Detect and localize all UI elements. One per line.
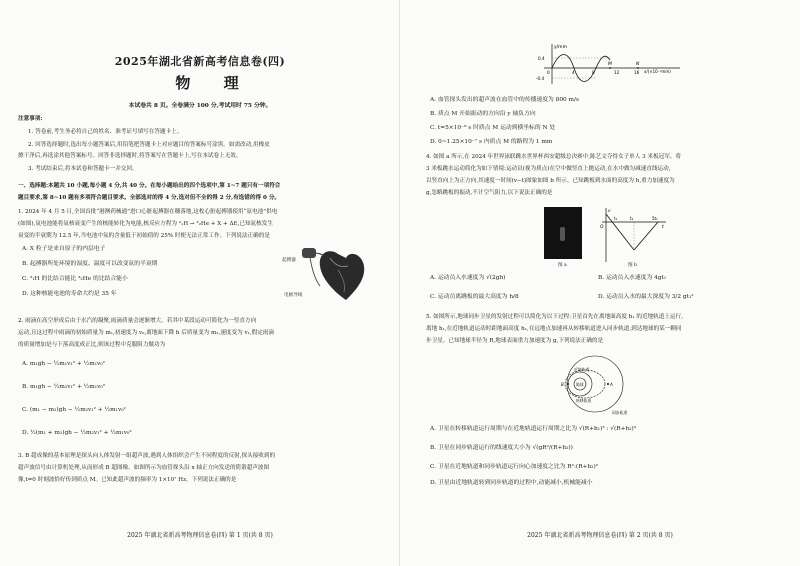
notice-item: 擦干净后,再选涂其他答案标号。回答非选择题时,将答案写在答题卡上,写在本试卷上无效。 xyxy=(18,153,242,159)
wave-y-tick: -0.4 xyxy=(536,76,545,81)
vt-t-axis: t xyxy=(662,225,664,230)
question-3-text: 像,t=0 时刻波恰好传到质点 M。已知此超声波的频率为 1×10⁷ Hz。下列说法正确的是 xyxy=(18,477,237,483)
wave-x-tick: 8 xyxy=(592,70,595,75)
question-5-text: 离地 h₁,在近地轨道运动时距地面高度 h₁,在远地点加速再从转移轨道进入同步轨道,到达地球的某一颗同 xyxy=(426,326,682,332)
diver-silhouette xyxy=(560,227,565,241)
question-5-option-a: A. 卫星在转移轨道运行周期与在近地轨道运行周期之比为 √(R+h₁)³ : √(R+h₂)³ xyxy=(430,426,637,432)
vt-v-label: v xyxy=(608,209,611,214)
notice-heading: 注意事项: xyxy=(18,116,43,122)
question-1-option-c: C. ³₁H 的比结合能比 ³₂He 的比结合能小 xyxy=(22,276,128,282)
question-1-text: 1. 2024 年 4 月 5 日,全国首批“港澳药械通”进口心脏起搏器在穗落地,这枚心脏起搏器使用“氚电池”供电 xyxy=(18,209,278,215)
question-1-text: 衰变的半衰期为 12.5 年,当电池中氚的含量低于初始值的 25% 时便无法正常工作。下列说法正确的是 xyxy=(18,233,270,239)
question-3-option-a: A. 血管探头发出的超声波在血管中的传播速度为 800 m/s xyxy=(430,97,579,103)
vt-5t1: 5t₁ xyxy=(652,216,658,221)
question-1-text: (如图),氚电池能将氚核衰变产生的核能转化为电能,核反应方程为 ³₁H → ³₂He + X + ΔE,已知氚核发生 xyxy=(18,221,273,227)
question-5-text: 5. 如图所示,地球同步卫星的发射过程可以简化为以下过程:卫星首先在离地面高度 h₁ 的近地轨道上运行, xyxy=(426,314,683,320)
wave-point-m: M xyxy=(608,62,612,67)
question-4-option-c: C. 运动员离跳板的最大高度为 h/8 xyxy=(430,294,519,300)
orbit-point-a: A xyxy=(610,382,613,387)
wave-x-tick: 0 xyxy=(547,70,550,75)
question-3-option-b: B. 质点 M 开始振动的方向沿 y 轴负方向 xyxy=(430,111,536,117)
question-3-option-d: D. 0~1.25×10⁻⁷ s 内质点 M 的路程为 1 mm xyxy=(430,139,553,145)
question-5-option-b: B. 卫星在同步轨道运行的线速度大小为 √(gR²/(R+h₂)) xyxy=(430,445,573,451)
figure-label-lead: 电极导线 xyxy=(284,293,303,298)
question-2-text: 的质量增加是与下落高度成正比,则该过程中克服阻力做功为 xyxy=(18,342,166,348)
question-5-option-d: D. 卫星由近地轨道转到同步轨道的过程中,动能减小,机械能减小 xyxy=(430,480,593,486)
page-footer: 2025 年湖北省新高考物理信息卷(四) 第 1 页(共 8 页) xyxy=(127,532,273,539)
question-1-option-d: D. 这种核能电池的寿命大约是 35 年 xyxy=(22,291,117,297)
vt-t1: t₁ xyxy=(614,216,618,221)
question-2-text: 运动,且这过程中雨滴的初始质量为 m₁,初速度为 v₀,离地面下降 h 后质量变为 m₂,速度变为 v₁,假定雨滴 xyxy=(18,330,275,336)
figure-label-pacemaker: 起搏器 xyxy=(282,258,296,263)
notice-item: 2. 回答选择题时,选出每小题答案后,用铅笔把答题卡上对应题目的答案标号涂黑。如需改动,用橡皮 xyxy=(28,142,270,148)
wave-y-label: y/mm xyxy=(554,45,567,50)
question-4-text: 4. 如图 a 所示,在 2024 年世界泳联跳水世界杯西安超级总决赛中,陈艺文夺得女子单人 3 米板冠军。将 xyxy=(426,154,682,160)
wave-x-tick: 4 xyxy=(572,70,575,75)
wave-x-tick: 12 xyxy=(614,70,620,75)
figure-b-caption: 图 b xyxy=(628,263,637,268)
section-heading: 一、选择题:本题共 10 小题,每小题 4 分,共 40 分。在每小题给出的四个选项中,第 1~7 题只有一项符合 xyxy=(18,183,281,189)
vt-t2: t₂ xyxy=(630,216,634,221)
question-4-text: g,忽略跳板的振动,不计空气阻力,以下说法正确的是 xyxy=(426,190,553,196)
page-footer: 2025 年湖北省新高考物理信息卷(四) 第 2 页(共 8 页) xyxy=(527,532,673,539)
question-5-text: 步卫星。已知地球半径为 R,地球表面重力加速度为 g,下列说法正确的是 xyxy=(426,338,604,344)
question-1-option-a: A. X 粒子是来自原子的内层电子 xyxy=(22,246,106,252)
orbit-label-transfer: 转移轨道 xyxy=(576,398,592,403)
wave-y-tick: 0.4 xyxy=(538,56,545,61)
diver-photo xyxy=(544,207,582,259)
question-4-option-a: A. 运动员入水速度为 √(2gh) xyxy=(430,275,506,281)
orbit-point-b: B xyxy=(561,382,564,387)
question-4-text: 以竖直向上为正方向,其速度一时间(v−t)图象如图 b 所示。已知跳板到水面的高度为 h,重力加速度为 xyxy=(426,178,675,184)
question-4-option-d: D. 运动员入水的最大深度为 3/2 gt₁² xyxy=(598,294,694,300)
question-3-option-c: C. t=5×10⁻⁸ s 时质点 M 运动到横坐标的 N 处 xyxy=(430,125,556,131)
vt-origin: O xyxy=(600,225,604,230)
orbit-label-near: 近地轨道 xyxy=(574,367,590,372)
exam-info: 本试卷共 8 页。全卷满分 100 分,考试用时 75 分钟。 xyxy=(128,103,272,109)
question-2-option-a: A. m₁gh − ½m₁v₁² + ½m₁v₀² xyxy=(22,361,105,367)
question-4-text: 3 米板跳水运动简化为如下情境:运动员(视为质点)在空中做竖直上抛运动,在水中做匀减速直线运动, xyxy=(426,166,671,172)
question-3-text: 超声波信号由计算机处理,从而形成 B 超图像。如图所示为血管探头沿 x 轴正方向发送的简谐超声波图 xyxy=(18,465,270,471)
page-2 xyxy=(400,0,800,566)
exam-title: 2025年湖北省新高考信息卷(四) xyxy=(114,55,286,68)
question-1-option-b: B. 起搏器所处环境的湿度、温度可以改变氚的半衰期 xyxy=(22,261,158,267)
question-2-text: 2. 雨滴在高空形成后由于水汽的凝聚,雨滴质量会逐渐增大。若其中某段运动可简化为一竖直方向 xyxy=(18,318,257,324)
question-2-option-b: B. m₁gh − ½m₂v₁² + ½m₁v₀² xyxy=(22,384,106,390)
orbit-label-earth: 地球 xyxy=(576,382,584,387)
pacemaker-heart-figure xyxy=(300,244,380,304)
question-2-option-d: D. ½(m₁ + m₂)gh − ½m₂v₁² + ½m₁v₀² xyxy=(22,430,132,436)
vt-graph xyxy=(596,204,670,268)
wave-x-tick: 16 xyxy=(634,70,640,75)
question-2-option-c: C. (m₁ − m₂)gh − ½m₂v₁² + ½m₁v₀² xyxy=(22,407,126,413)
section-heading: 题目要求,第 8~10 题有多项符合题目要求。全部选对的得 4 分,选对但不全的得 2 分,有选错的得 0 分。 xyxy=(18,195,281,201)
wave-point-n: N xyxy=(636,62,640,67)
subject-title: 物 理 xyxy=(175,74,253,92)
figure-a-caption: 图 a xyxy=(558,263,567,268)
question-3-text: 3. B 超成像的基本原理是探头向人体发射一组超声波,遇到人体组织会产生不同程度的反射,探头接收到的 xyxy=(18,453,276,459)
question-5-option-c: C. 卫星在近地轨道和同步轨道运行向心加速度之比为 R²:(R+h₂)² xyxy=(430,464,599,470)
wave-x-label: x/(×10⁻²mm) xyxy=(644,69,671,74)
question-4-option-b: B. 运动员入水速度为 4gt₁ xyxy=(598,275,667,281)
notice-item: 1. 答卷前,考生务必将自己的姓名、准考证号填写在答题卡上。 xyxy=(28,129,183,135)
notice-item: 3. 考试结束后,将本试卷和答题卡一并交回。 xyxy=(28,166,138,172)
orbit-label-sync: 同步轨道 xyxy=(612,410,628,415)
wave-graph xyxy=(530,40,690,90)
orbit-diagram xyxy=(540,350,650,422)
